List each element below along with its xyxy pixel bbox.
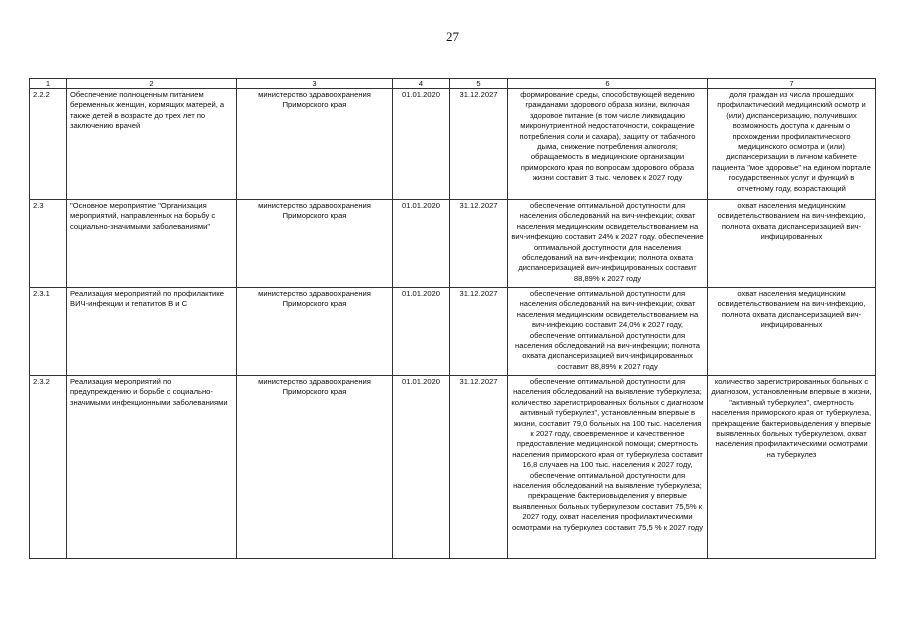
header-cell: 2 xyxy=(67,79,237,89)
header-cell: 3 xyxy=(237,79,393,89)
expected-result: обеспечение оптимальной доступности для населения обследований на выявление туберкулеза; количество зарегистрированных больных с диагнозом активный туберкулез", установленным впервые в жизни, составит 79,0 больных на 100 тыс. населения к 2027 году, своевременное и качественное предоставление медицинской помощи; смертность населения приморского края от туберкулеза составит 16,8 случаев на 100 тыс. населения к 2027 году, обеспечение оптимальной доступности для населения обследований на выявление туберкулеза; прекращение бактериовыделения у впервые выявленных больных туберкулезом составит 75,5% к 2027 году, охват населения профилактическими осмотрами на туберкулез составит 75,5 % к 2027 году xyxy=(508,376,708,559)
measure-name: Обеспечение полноценным питанием беременных женщин, кормящих матерей, а также детей в возрасте до трех лет по заключению врачей xyxy=(67,89,237,200)
expected-result: формирование среды, способствующей ведению гражданами здорового образа жизни, включая здоровое питание (в том числе ликвидацию микронутриентной недостаточности, сокращение потребления соли и сахара), защиту от табачного дыма, снижение потребления алкоголя; обращаемость в медицинские организации приморского края по вопросам здорового образа жизни составит 3 тыс. человек к 2027 году xyxy=(508,89,708,200)
end-date: 31.12.2027 xyxy=(450,288,508,376)
row-number: 2.3.1 xyxy=(30,288,67,376)
executor: министерство здравоохранения Приморского края xyxy=(237,376,393,559)
end-date: 31.12.2027 xyxy=(450,376,508,559)
expected-result: обеспечение оптимальной доступности для населения обследований на вич-инфекции; охват населения медицинским освидетельствованием на вич-инфекцию составит 24% к 2027 году. обеспечение оптимальной доступности для населения обследований на вич-инфекции; полнота охвата диспансеризацией вич-инфицированных составит 88,89% к 2027 году xyxy=(508,200,708,288)
end-date: 31.12.2027 xyxy=(450,200,508,288)
header-cell: 5 xyxy=(450,79,508,89)
table-row xyxy=(30,376,876,559)
measure-name: Реализация мероприятий по профилактике ВИЧ-инфекции и гепатитов В и С xyxy=(67,288,237,376)
table-row xyxy=(30,288,876,376)
indicator-link: охват населения медицинским освидетельствованием на вич-инфекцию, полнота охвата диспансеризацией вич-инфицированных xyxy=(708,288,876,376)
table-header-row xyxy=(30,79,876,89)
row-number: 2.2.2 xyxy=(30,89,67,200)
table-row xyxy=(30,200,876,288)
measure-name: "Основное мероприятие "Организация мероприятий, направленных на борьбу с социально-значимыми заболеваниями" xyxy=(67,200,237,288)
header-cell: 1 xyxy=(30,79,67,89)
header-cell: 7 xyxy=(708,79,876,89)
indicator-link: доля граждан из числа прошедших профилактический медицинский осмотр и (или) диспансеризацию, получивших возможность доступа к данным о прохождении профилактического медицинского осмотра и (или) диспансеризации в личном кабинете пациента "мое здоровье" на едином портале государственных услуг и функций в отчетному году, возрастающий xyxy=(708,89,876,200)
header-cell: 4 xyxy=(393,79,450,89)
executor: министерство здравоохранения Приморского края xyxy=(237,200,393,288)
executor: министерство здравоохранения Приморского края xyxy=(237,89,393,200)
measures-table xyxy=(29,78,876,559)
start-date: 01.01.2020 xyxy=(393,200,450,288)
executor: министерство здравоохранения Приморского края xyxy=(237,288,393,376)
page-number: 27 xyxy=(446,29,459,44)
indicator-link: количество зарегистрированных больных с диагнозом, установленным впервые в жизни, "активный туберкулез", смертность населения приморского края от туберкулеза, прекращение бактериовыделения у впервые выявленных больных туберкулезом, охват населения профилактическими осмотрами на туберкулез xyxy=(708,376,876,559)
measure-name: Реализация мероприятий по предупреждению и борьбе с социально-значимыми инфекционными заболеваниями xyxy=(67,376,237,559)
table-row xyxy=(30,89,876,200)
row-number: 2.3 xyxy=(30,200,67,288)
start-date: 01.01.2020 xyxy=(393,376,450,559)
header-cell: 6 xyxy=(508,79,708,89)
start-date: 01.01.2020 xyxy=(393,89,450,200)
end-date: 31.12.2027 xyxy=(450,89,508,200)
start-date: 01.01.2020 xyxy=(393,288,450,376)
expected-result: обеспечение оптимальной доступности для населения обследований на вич-инфекции; охват населения медицинским освидетельствованием на вич-инфекцию составит 24,0% к 2027 году, обеспечение оптимальной доступности для населения обследований на вич-инфекции; полнота охвата диспансеризацией вич-инфицированных составит 88,89% к 2027 году xyxy=(508,288,708,376)
indicator-link: охват населения медицинским освидетельствованием на вич-инфекцию, полнота охвата диспансеризацией вич-инфицированных xyxy=(708,200,876,288)
row-number: 2.3.2 xyxy=(30,376,67,559)
